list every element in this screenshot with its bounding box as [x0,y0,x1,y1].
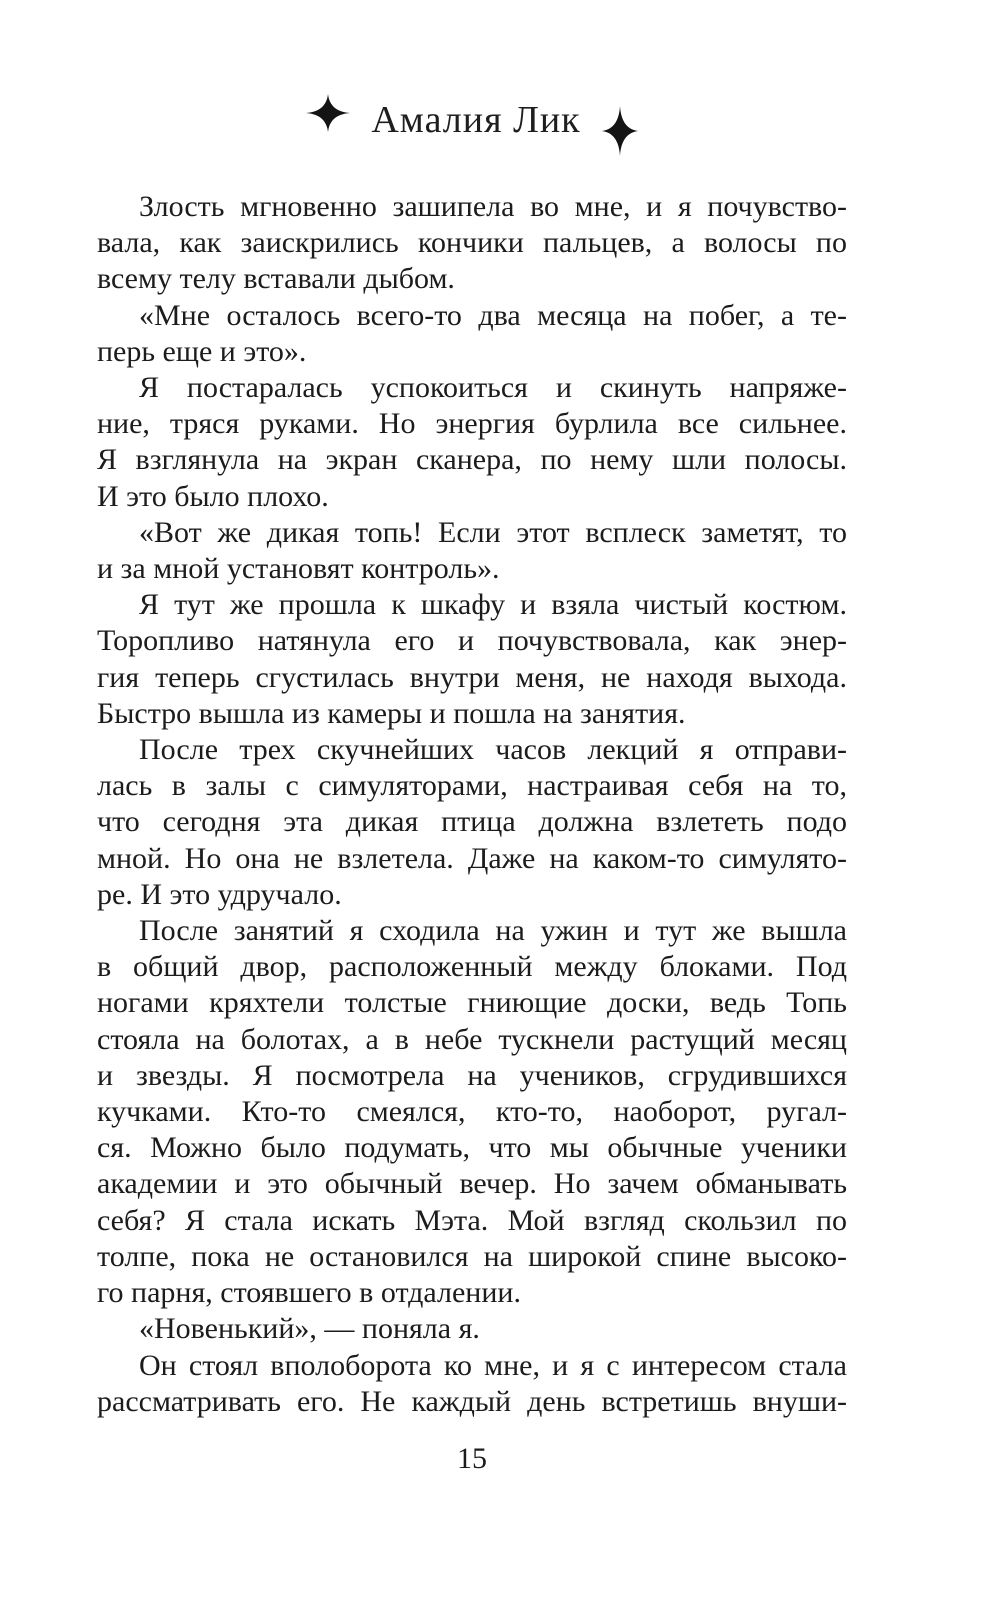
text-line: гия теперь сгустилась внутри меня, не находя выхода. [97,660,847,694]
text-line: и за мной установят контроль». [97,552,500,586]
text-line: толпе, пока не остановился на широкой спине высоко- [97,1239,847,1273]
running-header [97,90,847,150]
text-line: мной. Но она не взлетела. Даже на каком-то симулято- [97,841,847,875]
text-line: что сегодня эта дикая птица должна взлететь подо [97,805,847,839]
paragraph [97,732,847,913]
text-line: Торопливо натянула его и почувствовала, как энер- [97,624,847,658]
text-line: Я постаралась успокоиться и скинуть напряже- [139,371,847,405]
paragraph [97,515,847,587]
text-line: Я взглянула на экран сканера, по нему шли полосы. [97,443,847,477]
text-line: ние, тряся руками. Но энергия бурлила все сильнее. [97,407,847,441]
text-line: После трех скучнейших часов лекций я отправи- [139,733,847,767]
text-line: Я тут же прошла к шкафу и взяла чистый костюм. [139,588,847,622]
page-number: 15 [457,1442,487,1475]
text-line: Он стоял вполоборота ко мне, и я с интересом стала [139,1348,847,1382]
text-line: рассматривать его. Не каждый день встретишь внуши- [97,1384,847,1418]
text-line: Быстро вышла из камеры и пошла на занятия. [97,696,686,730]
sparkle-star-icon [305,93,351,133]
text-line: стояла на болотах, а в небе тускнели растущий месяц [97,1022,847,1056]
paragraph [97,189,847,298]
body-text [97,189,847,1420]
text-line: кучками. Кто-то смеялся, кто-то, наоборот, ругал- [97,1095,847,1129]
author-name: Амалия Лик [371,99,581,141]
text-line: И это было плохо. [97,479,329,513]
paragraph [97,587,847,732]
paragraph [97,370,847,515]
text-line: «Мне осталось всего-то два месяца на побег, а те- [139,298,847,332]
text-line: себя? Я стала искать Мэта. Мой взгляд скользил по [97,1203,847,1237]
paragraph [97,913,847,1311]
text-line: После занятий я сходила на ужин и тут же вышла [139,914,847,948]
paragraph [97,298,847,370]
text-line: Злость мгновенно зашипела во мне, и я почувство- [139,190,847,223]
text-line: лась в залы с симуляторами, настраивая себя на то, [97,769,847,803]
text-line: ся. Можно было подумать, что мы обычные ученики [97,1131,847,1165]
paragraph [97,1348,847,1420]
paragraph [97,1311,847,1347]
text-line: академии и это обычный вечер. Но зачем обманывать [97,1167,847,1201]
text-line: «Вот же дикая топь! Если этот всплеск заметят, то [139,515,847,549]
sparkle-star-icon [601,105,639,157]
text-line: го парня, стоявшего в отдалении. [97,1276,521,1310]
text-line: и звезды. Я посмотрела на учеников, сгрудившихся [97,1058,847,1092]
text-line: «Новенький», — поняла я. [139,1312,480,1346]
text-line: перь еще и это». [97,334,307,368]
text-line: ре. И это удручало. [97,877,342,911]
text-line: в общий двор, расположенный между блоками. Под [97,950,847,984]
text-line: ногами кряхтели толстые гниющие доски, ведь Топь [97,986,847,1020]
text-line: вала, как заискрились кончики пальцев, а волосы по [97,226,847,260]
text-line: всему телу вставали дыбом. [97,262,455,296]
